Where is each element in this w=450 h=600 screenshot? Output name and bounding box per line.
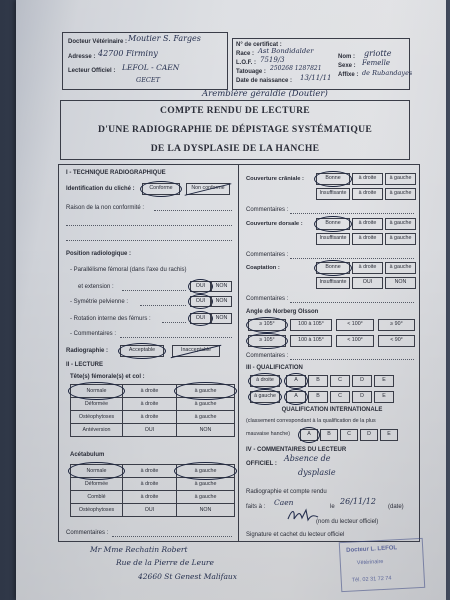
symetrie-non: NON bbox=[211, 296, 232, 307]
dorsale-insuffisante-gauche: à gauche bbox=[385, 233, 416, 245]
report-paper bbox=[16, 0, 446, 600]
table-cell: Déformée bbox=[71, 478, 123, 491]
title-line-2: D'UNE RADIOGRAPHIE DE DÉPISTAGE SYSTÉMATIQUE bbox=[97, 124, 373, 135]
acetabulum-label: Acétabulum bbox=[70, 452, 105, 458]
stamp-line-3: Tél. 02 31 72 74 bbox=[351, 575, 392, 584]
parallelisme-label: - Parallélisme fémoral (dans l'axe du rachis) bbox=[70, 267, 187, 273]
stamp-line-1: Docteur L. LEFOL bbox=[346, 545, 398, 554]
faits-label: faits à : bbox=[246, 504, 266, 510]
grade-droite-e: E bbox=[374, 375, 394, 387]
race-value: Ast Bondidalder bbox=[258, 47, 314, 55]
dotted-line bbox=[66, 225, 232, 226]
craniale-comments-label: Commentaires : bbox=[246, 207, 289, 213]
reader-name-label: (nom du lecteur officiel) bbox=[316, 519, 379, 525]
table-cell: NON bbox=[177, 504, 235, 517]
table-row bbox=[71, 504, 235, 517]
reader-comment-line-2: dysplasie bbox=[298, 468, 336, 477]
dorsale-insuffisante: Insuffisante bbox=[316, 233, 350, 245]
extension-non: NON bbox=[211, 281, 232, 292]
dotted-line bbox=[112, 536, 232, 537]
norberg-r1-c1: ≥ 105° bbox=[248, 319, 286, 331]
le-label: le bbox=[330, 504, 335, 510]
extension-label: et extension : bbox=[78, 284, 114, 290]
radiographie-label: Radiographie : bbox=[66, 348, 109, 354]
coaptation-oui: OUI bbox=[352, 277, 383, 289]
table-cell: à droite bbox=[123, 398, 177, 411]
craniale-bonne: Bonne bbox=[316, 173, 350, 185]
table-cell: à droite bbox=[123, 385, 177, 398]
norberg-r1-c2: 100 à 105° bbox=[290, 319, 332, 331]
technique-heading: I - TECHNIQUE RADIOGRAPHIQUE bbox=[66, 170, 166, 176]
extension-oui: OUI bbox=[190, 281, 211, 292]
sex-value: Femelle bbox=[362, 59, 391, 67]
lof-value: 7519/3 bbox=[260, 56, 285, 64]
table-cell: Déformée bbox=[71, 398, 123, 411]
craniale-bonne-gauche: à gauche bbox=[385, 173, 416, 185]
norberg-comments-label: Commentaires : bbox=[246, 353, 289, 359]
option-non-conforme: Non conforme bbox=[186, 183, 230, 195]
grade-international-a: A bbox=[300, 429, 318, 441]
table-cell: à droite bbox=[123, 411, 177, 424]
dotted-line bbox=[66, 240, 232, 241]
lecture-comments-label: Commentaires : bbox=[66, 530, 109, 536]
dorsale-bonne-gauche: à gauche bbox=[385, 218, 416, 230]
coaptation-insuffisante: Insuffisante bbox=[316, 277, 350, 289]
table-cell: Comblé bbox=[71, 491, 123, 504]
coaptation-bonne-gauche: à gauche bbox=[385, 262, 416, 274]
race-label: Race : bbox=[236, 51, 255, 57]
craniale-bonne-droite: à droite bbox=[352, 173, 383, 185]
reader-value-2: GECET bbox=[136, 76, 160, 84]
international-line-1: (classement correspondant à la qualification de la plus bbox=[246, 418, 376, 424]
coaptation-comments-label: Commentaires : bbox=[246, 296, 289, 302]
owner-address-line-1: Mr Mme Rechatin Robert bbox=[90, 545, 188, 554]
sex-label: Sexe : bbox=[338, 63, 356, 69]
certificate-label: N° de certificat : bbox=[236, 42, 282, 48]
comments-heading: IV - COMMENTAIRES DU LECTEUR bbox=[246, 447, 347, 453]
raison-label: Raison de la non conformité : bbox=[66, 205, 145, 211]
dorsale-bonne: Bonne bbox=[316, 218, 350, 230]
acetabulum-table bbox=[70, 464, 235, 517]
grade-droite-b: B bbox=[308, 375, 328, 387]
identification-label: Identification du cliché : bbox=[66, 186, 135, 192]
lof-label: L.O.F. : bbox=[236, 60, 256, 66]
grade-gauche-b: B bbox=[308, 391, 328, 403]
date-value: 26/11/12 bbox=[340, 497, 376, 506]
dorsale-comments-label: Commentaires : bbox=[246, 252, 289, 258]
stamp-line-2: Vétérinaire bbox=[356, 558, 384, 567]
table-cell: à gauche bbox=[177, 491, 235, 504]
place-value: Caen bbox=[274, 498, 294, 507]
reader-label: Lecteur Officiel : bbox=[68, 68, 116, 74]
dorsale-bonne-droite: à droite bbox=[352, 218, 383, 230]
tete-label: Tête(s) fémorale(s) et col : bbox=[70, 374, 145, 380]
dotted-line bbox=[140, 305, 186, 306]
table-cell: Ostéophytoses bbox=[71, 504, 123, 517]
tattoo-value: 250268 1287821 bbox=[270, 65, 322, 72]
table-cell: OUI bbox=[123, 424, 177, 437]
grade-gauche-c: C bbox=[330, 391, 350, 403]
option-conforme: Conforme bbox=[142, 183, 180, 195]
grade-international-c: C bbox=[340, 429, 358, 441]
table-cell: Ostéophytoses bbox=[71, 411, 123, 424]
title-line-1: COMPTE RENDU DE LECTURE bbox=[159, 105, 311, 116]
owner-address-line-3: 42660 St Genest Malifaux bbox=[138, 572, 237, 581]
coaptation-non: NON bbox=[385, 277, 416, 289]
coaptation-bonne: Bonne bbox=[316, 262, 350, 274]
name-value: griotte bbox=[364, 49, 392, 58]
craniale-insuffisante-gauche: à gauche bbox=[385, 188, 416, 200]
signature-label: Signature et cachet du lecteur officiel bbox=[246, 532, 345, 538]
dotted-line bbox=[290, 359, 414, 360]
table-cell: à droite bbox=[123, 478, 177, 491]
table-cell: à droite bbox=[123, 491, 177, 504]
officiel-label: OFFICIEL : bbox=[246, 461, 277, 467]
table-cell: OUI bbox=[123, 504, 177, 517]
symetrie-label: - Symétrie pelvienne : bbox=[70, 299, 129, 305]
grade-gauche-e: E bbox=[374, 391, 394, 403]
dotted-line bbox=[162, 322, 186, 323]
rotation-label: - Rotation interne des fémurs : bbox=[70, 316, 151, 322]
table-cell: à gauche bbox=[177, 385, 235, 398]
dotted-line bbox=[290, 302, 414, 303]
femoral-head-table bbox=[70, 384, 235, 437]
table-cell: Normale bbox=[71, 385, 123, 398]
name-label: Nom : bbox=[338, 54, 355, 60]
table-cell: à gauche bbox=[177, 411, 235, 424]
norberg-r2-c3: < 100° bbox=[336, 335, 374, 347]
symetrie-oui: OUI bbox=[190, 296, 211, 307]
vet-label: Docteur Vétérinaire : bbox=[68, 39, 128, 45]
dotted-line bbox=[290, 213, 414, 214]
grade-international-e: E bbox=[380, 429, 398, 441]
tattoo-label: Tatouage : bbox=[236, 69, 266, 75]
title-line-3: DE LA DYSPLASIE DE LA HANCHE bbox=[150, 143, 320, 154]
norberg-r2-c1: ≥ 105° bbox=[248, 335, 286, 347]
dorsale-label: Couverture dorsale : bbox=[246, 221, 303, 227]
table-row bbox=[71, 398, 235, 411]
qualification-heading: III - QUALIFICATION bbox=[246, 365, 303, 371]
table-row bbox=[71, 478, 235, 491]
reader-stamp bbox=[339, 538, 426, 592]
grade-gauche-d: D bbox=[352, 391, 372, 403]
table-row bbox=[71, 465, 235, 478]
norberg-r1-c4: ≥ 90° bbox=[378, 319, 415, 331]
grade-droite-c: C bbox=[330, 375, 350, 387]
technique-comments-label: - Commentaires : bbox=[70, 331, 117, 337]
table-cell: NON bbox=[177, 424, 235, 437]
table-cell: à gauche bbox=[177, 398, 235, 411]
table-cell: à gauche bbox=[177, 478, 235, 491]
craniale-label: Couverture crâniale : bbox=[246, 176, 304, 182]
address-label: Adresse : bbox=[68, 54, 96, 60]
table-cell: à droite bbox=[123, 465, 177, 478]
grade-international-d: D bbox=[360, 429, 378, 441]
option-inacceptable: Inacceptable bbox=[172, 345, 220, 357]
coaptation-bonne-droite: à droite bbox=[352, 262, 383, 274]
owner-note: Arembière géraldie (Doutier) bbox=[202, 89, 328, 99]
table-row bbox=[71, 424, 235, 437]
made-label: Radiographie et compte rendu bbox=[246, 489, 327, 495]
table-cell: à gauche bbox=[177, 465, 235, 478]
norberg-r2-c2: 100 à 105° bbox=[290, 335, 332, 347]
craniale-insuffisante-droite: à droite bbox=[352, 188, 383, 200]
grade-gauche-a: A bbox=[286, 391, 306, 403]
lecture-heading: II - LECTURE bbox=[66, 362, 103, 368]
vet-value: Moutier S. Farges bbox=[128, 34, 201, 43]
coaptation-label: Coaptation : bbox=[246, 265, 280, 271]
norberg-r2-c4: < 90° bbox=[378, 335, 415, 347]
column-divider bbox=[238, 164, 239, 542]
rotation-non: NON bbox=[211, 313, 232, 324]
dotted-line bbox=[122, 290, 186, 291]
qualification-gauche: à gauche bbox=[250, 391, 280, 403]
dotted-line bbox=[154, 210, 232, 211]
international-heading: QUALIFICATION INTERNATIONALE bbox=[281, 407, 383, 413]
table-row bbox=[71, 411, 235, 424]
birth-label: Date de naissance : bbox=[236, 78, 293, 84]
norberg-label: Angle de Norberg Olsson bbox=[246, 309, 319, 315]
signature-scribble bbox=[286, 507, 320, 523]
option-acceptable: Acceptable bbox=[120, 345, 164, 357]
grade-droite-d: D bbox=[352, 375, 372, 387]
craniale-insuffisante: Insuffisante bbox=[316, 188, 350, 200]
norberg-r1-c3: < 100° bbox=[336, 319, 374, 331]
table-cell: Antéversion bbox=[71, 424, 123, 437]
rotation-oui: OUI bbox=[190, 313, 211, 324]
dotted-line bbox=[120, 337, 232, 338]
date-label: (date) bbox=[388, 504, 404, 510]
table-row bbox=[71, 385, 235, 398]
dotted-line bbox=[290, 258, 414, 259]
table-cell: Normale bbox=[71, 465, 123, 478]
birth-value: 13/11/11 bbox=[300, 74, 332, 82]
affix-value: de Rubandayes bbox=[362, 69, 413, 77]
reader-value: LEFOL - CAEN bbox=[122, 63, 180, 72]
international-line-2: mauvaise hanche) bbox=[246, 431, 291, 437]
reader-comment-line-1: Absence de bbox=[284, 454, 331, 463]
dorsale-insuffisante-droite: à droite bbox=[352, 233, 383, 245]
grade-international-b: B bbox=[320, 429, 338, 441]
position-label: Position radiologique : bbox=[66, 251, 131, 257]
qualification-droite: à droite bbox=[250, 375, 280, 387]
affix-label: Affixe : bbox=[338, 72, 359, 78]
table-row bbox=[71, 491, 235, 504]
owner-address-line-2: Rue de la Pierre de Leure bbox=[116, 558, 214, 567]
grade-droite-a: A bbox=[286, 375, 306, 387]
address-value: 42700 Firminy bbox=[98, 49, 158, 58]
